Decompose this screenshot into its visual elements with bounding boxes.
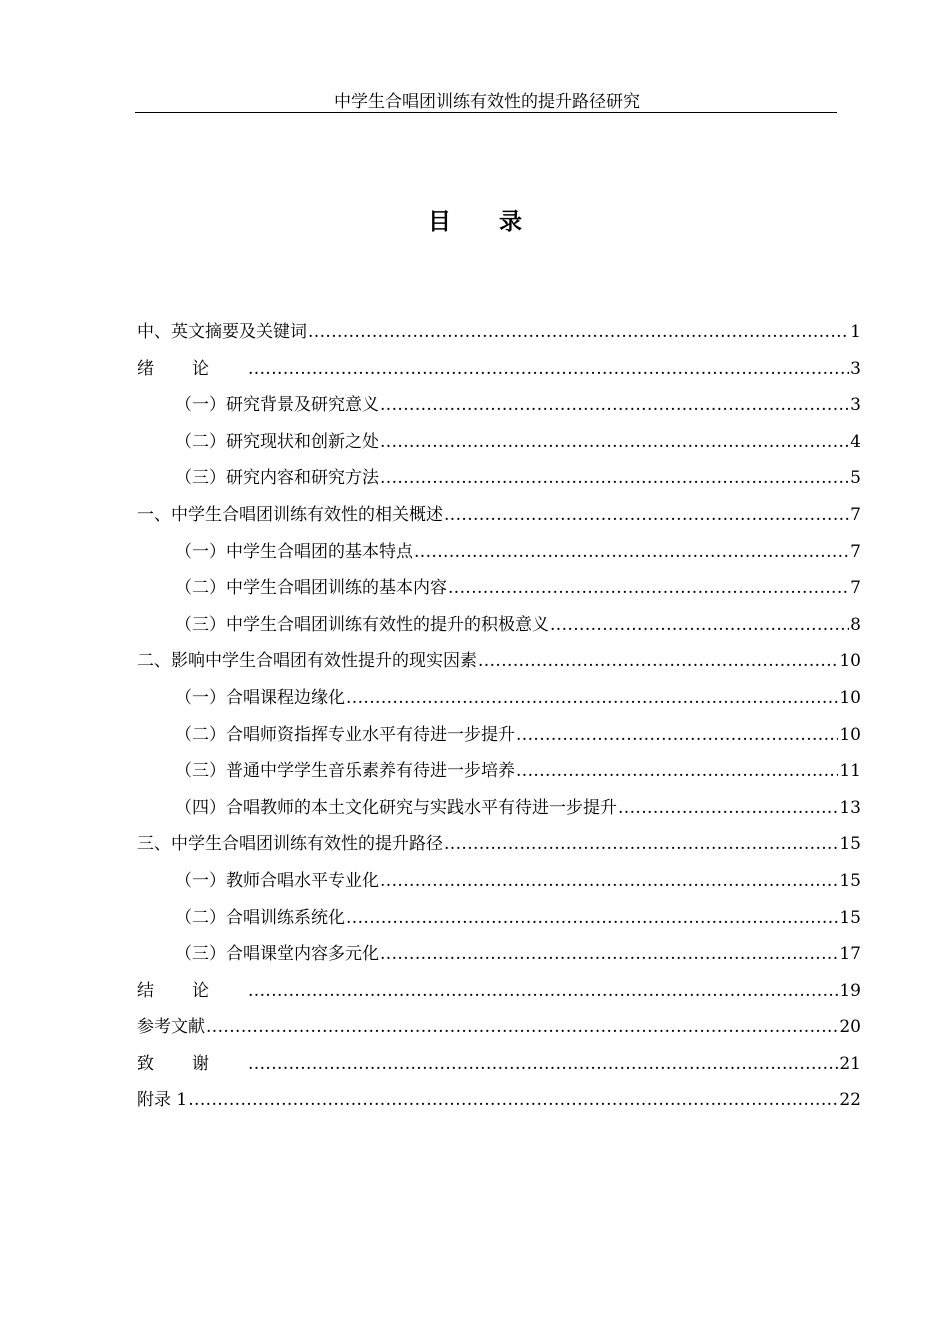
toc-dot-leader [516, 717, 838, 754]
toc-dot-leader [618, 790, 838, 827]
toc-entry[interactable] [137, 1082, 861, 1119]
toc-page-number: 13 [839, 797, 861, 818]
toc-entry[interactable] [137, 351, 861, 388]
toc-entry-label: 绪论 [137, 358, 247, 379]
toc-page-number: 10 [839, 724, 861, 745]
toc-entry-label: （一）合唱课程边缘化 [175, 687, 345, 708]
toc-page-number: 19 [839, 980, 861, 1001]
toc-entry[interactable] [137, 607, 861, 644]
toc-page-number: 21 [839, 1053, 861, 1074]
toc-dot-leader [380, 424, 849, 461]
toc-entry[interactable] [137, 936, 861, 973]
toc-entry-label: （二）中学生合唱团训练的基本内容 [175, 578, 447, 599]
toc-dot-leader [380, 460, 849, 497]
toc-page-number: 17 [839, 944, 861, 965]
toc-page-number: 11 [839, 761, 861, 782]
toc-page-number: 3 [850, 358, 861, 379]
toc-entry-label: （二）合唱师资指挥专业水平有待进一步提升 [175, 724, 515, 745]
toc-entry[interactable] [137, 717, 861, 754]
toc-entry[interactable] [137, 534, 861, 571]
toc-entry[interactable] [137, 863, 861, 900]
toc-entry-label: （三）合唱课堂内容多元化 [175, 944, 379, 965]
toc-entry[interactable] [137, 643, 861, 680]
toc-entry[interactable] [137, 570, 861, 607]
toc-page-number: 8 [850, 614, 861, 635]
running-header-title: 中学生合唱团训练有效性的提升路径研究 [334, 92, 640, 112]
toc-entry-label: （一）研究背景及研究意义 [175, 395, 379, 416]
toc-entry-label: 附录 1 [137, 1090, 188, 1111]
toc-page-number: 4 [850, 431, 861, 452]
toc-page-number: 7 [850, 541, 861, 562]
toc-dot-leader [478, 643, 838, 680]
toc-page-number: 7 [850, 578, 861, 599]
toc-entry[interactable] [137, 826, 861, 863]
toc-entry[interactable] [137, 460, 861, 497]
toc-page-number: 10 [839, 687, 861, 708]
table-of-contents [137, 314, 861, 1119]
toc-entry-label: 中、英文摘要及关键词 [137, 322, 307, 342]
toc-entry[interactable] [137, 497, 861, 534]
toc-entry-label: （四）合唱教师的本土文化研究与实践水平有待进一步提升 [175, 797, 617, 818]
toc-title: 目录 [428, 208, 570, 235]
toc-entry[interactable] [137, 900, 861, 937]
toc-entry-label: （三）研究内容和研究方法 [175, 468, 379, 489]
header-divider [135, 112, 837, 113]
toc-page-number: 1 [850, 322, 861, 342]
toc-entry-label: 一、中学生合唱团训练有效性的相关概述 [137, 504, 443, 525]
toc-entry-label: 二、影响中学生合唱团有效性提升的现实因素 [137, 651, 477, 672]
toc-dot-leader [444, 497, 849, 534]
toc-dot-leader [444, 826, 838, 863]
toc-dot-leader [380, 863, 838, 900]
toc-dot-leader [550, 607, 849, 644]
toc-entry-label: （二）研究现状和创新之处 [175, 431, 379, 452]
toc-page-number: 15 [839, 907, 861, 928]
toc-entry-label: 三、中学生合唱团训练有效性的提升路径 [137, 834, 443, 855]
toc-page-number: 10 [839, 651, 861, 672]
toc-entry-label: （一）中学生合唱团的基本特点 [175, 541, 413, 562]
toc-entry[interactable] [137, 753, 861, 790]
toc-entry[interactable] [137, 387, 861, 424]
toc-entry[interactable] [137, 973, 861, 1010]
toc-entry[interactable] [137, 790, 861, 827]
toc-dot-leader [188, 1082, 838, 1119]
toc-entry[interactable] [137, 424, 861, 461]
toc-entry-label: 致谢 [137, 1053, 247, 1074]
toc-entry[interactable] [137, 1046, 861, 1083]
toc-dot-leader [448, 570, 849, 607]
toc-entry[interactable] [137, 680, 861, 717]
toc-entry-label: 结论 [137, 980, 247, 1001]
toc-dot-leader [248, 1046, 838, 1083]
toc-entry[interactable] [137, 314, 861, 351]
toc-entry-label: 参考文献 [137, 1017, 205, 1038]
toc-entry[interactable] [137, 1009, 861, 1046]
toc-page-number: 5 [850, 468, 861, 489]
toc-dot-leader [308, 314, 849, 351]
toc-entry-label: （三）普通中学学生音乐素养有待进一步培养 [175, 761, 515, 782]
toc-entry-label: （三）中学生合唱团训练有效性的提升的积极意义 [175, 614, 549, 635]
toc-page-number: 15 [839, 870, 861, 891]
toc-page-number: 20 [839, 1017, 861, 1038]
toc-dot-leader [516, 753, 838, 790]
toc-dot-leader [206, 1009, 838, 1046]
toc-dot-leader [414, 534, 849, 571]
toc-page-number: 15 [839, 834, 861, 855]
toc-dot-leader [346, 900, 838, 937]
toc-entry-label: （一）教师合唱水平专业化 [175, 870, 379, 891]
toc-page-number: 7 [850, 504, 861, 525]
toc-dot-leader [346, 680, 838, 717]
toc-page-number: 22 [839, 1090, 861, 1111]
toc-dot-leader [248, 973, 838, 1010]
toc-entry-label: （二）合唱训练系统化 [175, 907, 345, 928]
toc-dot-leader [380, 387, 849, 424]
toc-dot-leader [380, 936, 838, 973]
toc-dot-leader [248, 351, 849, 388]
toc-page-number: 3 [850, 395, 861, 416]
